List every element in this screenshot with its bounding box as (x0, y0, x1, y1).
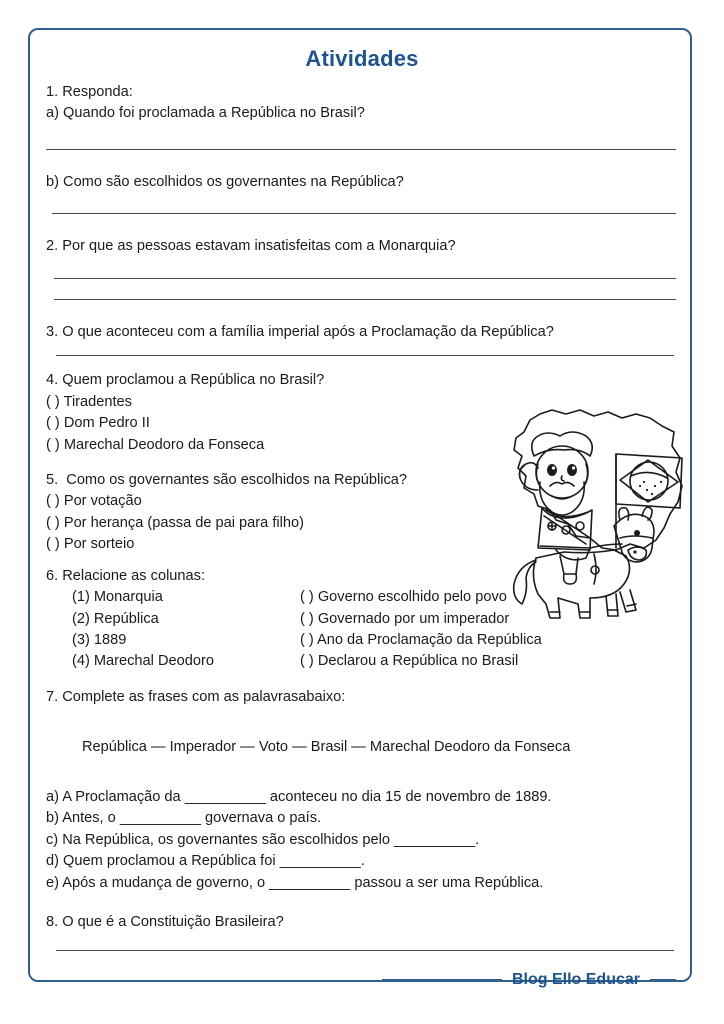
question-7-prompt: 7. Complete as frases com as palavrasabaixo: (46, 688, 346, 705)
match-right-4[interactable]: ( ) Declarou a República no Brasil (300, 653, 519, 670)
match-row (46, 587, 678, 608)
question-4-prompt: 4. Quem proclamou a República no Brasil? (46, 372, 325, 389)
question-7-item-d[interactable]: d) Quem proclamou a República foi __________. (46, 853, 365, 870)
worksheet-content (46, 40, 678, 951)
question-5-prompt: 5. Como os governantes são escolhidos na República? (46, 471, 408, 488)
match-row (46, 609, 678, 630)
footer-rule-left (382, 979, 502, 982)
question-7-item-e[interactable]: e) Após a mudança de governo, o __________ passou a ser uma República. (46, 874, 544, 891)
question-6-prompt: 6. Relacione as colunas: (46, 567, 206, 584)
match-left-4: (4) Marechal Deodoro (72, 653, 214, 670)
question-4-option-2[interactable]: ( ) Dom Pedro II (46, 415, 150, 432)
question-3-text: 3. O que aconteceu com a família imperial após a Proclamação da República? (46, 323, 554, 340)
question-2-text: 2. Por que as pessoas estavam insatisfeitas com a Monarquia? (46, 238, 456, 255)
match-left-2: (2) República (72, 610, 159, 627)
question-7-item-a[interactable]: a) A Proclamação da __________ aconteceu no dia 15 de novembro de 1889. (46, 788, 552, 805)
question-1a-text: a) Quando foi proclamada a República no Brasil? (46, 105, 365, 122)
match-right-2[interactable]: ( ) Governado por um imperador (300, 610, 510, 627)
match-left-3: (3) 1889 (72, 632, 127, 648)
question-7-word-bank: República — Imperador — Voto — Brasil — Marechal Deodoro da Fonseca (82, 738, 571, 755)
question-6-block (46, 566, 678, 673)
match-row (46, 630, 678, 651)
footer (30, 971, 694, 989)
footer-brand: Blog Ello Educar (511, 971, 640, 988)
match-right-1[interactable]: ( ) Governo escolhido pelo povo (300, 589, 507, 606)
footer-rule-right (650, 979, 676, 982)
answer-line-8[interactable] (56, 950, 674, 951)
match-right-3[interactable]: ( ) Ano da Proclamação da República (300, 632, 542, 648)
question-1b-text: b) Como são escolhidos os governantes na República? (46, 173, 404, 190)
question-7-item-b[interactable]: b) Antes, o __________ governava o país. (46, 810, 322, 827)
worksheet-sheet (28, 28, 692, 988)
match-left-1: (1) Monarquia (72, 589, 163, 606)
question-1-heading: 1. Responda: (46, 84, 133, 100)
question-5-option-3[interactable]: ( ) Por sorteio (46, 536, 135, 553)
match-row (46, 651, 678, 672)
question-5-block (46, 470, 678, 556)
question-7-item-c[interactable]: c) Na República, os governantes são escolhidos pelo __________. (46, 831, 480, 848)
question-4-option-3[interactable]: ( ) Marechal Deodoro da Fonseca (46, 436, 265, 453)
question-7-block (46, 687, 678, 894)
question-4-block (46, 370, 678, 456)
page-title: Atividades (305, 46, 419, 71)
question-5-option-2[interactable]: ( ) Por herança (passa de pai para filho) (46, 514, 304, 531)
question-4-option-1[interactable]: ( ) Tiradentes (46, 393, 132, 410)
question-5-option-1[interactable]: ( ) Por votação (46, 493, 142, 510)
question-8-text: 8. O que é a Constituição Brasileira? (46, 914, 284, 931)
